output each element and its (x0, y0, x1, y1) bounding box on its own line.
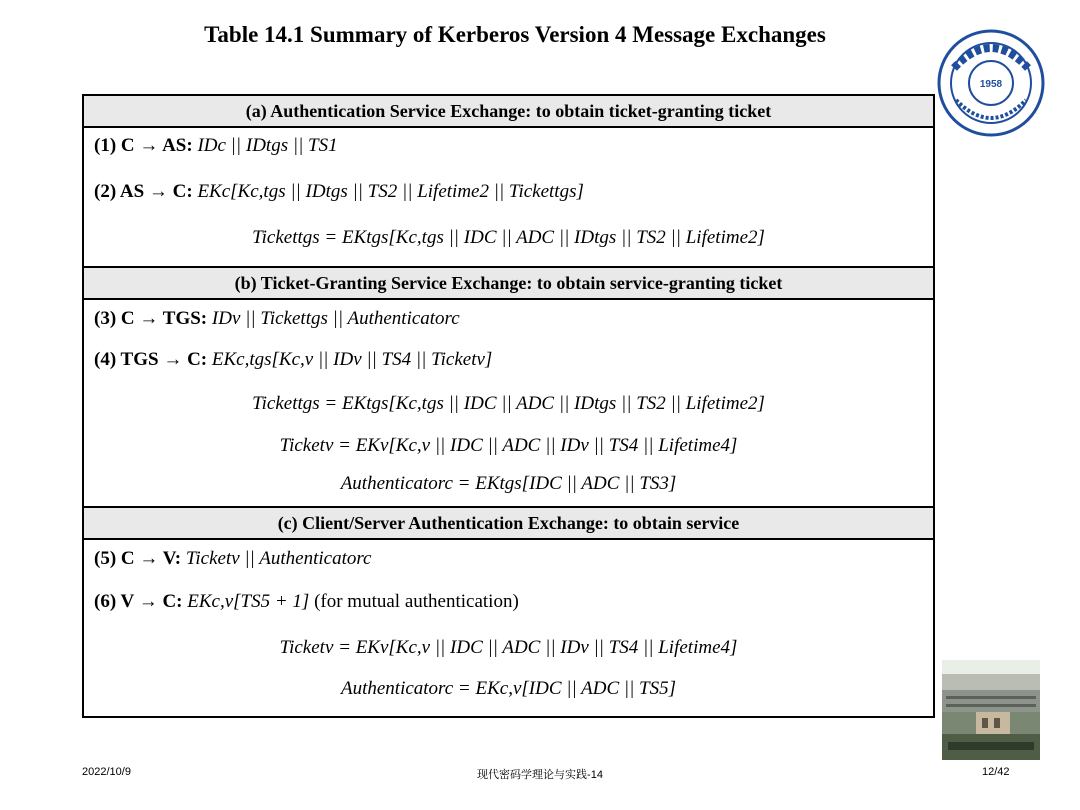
message-line (84, 172, 933, 218)
section-a-header: (a) Authentication Service Exchange: to obtain ticket-granting ticket (84, 96, 933, 128)
message-expression: Ticketv = EKv[Kc,v || IDC || ADC || IDv || TS4 || Lifetime4] (279, 435, 738, 456)
message-expression: Authenticatorc = EKc,v[IDC || ADC || TS5] (340, 678, 677, 699)
message-note: (for mutual authentication) (314, 591, 519, 612)
message-line (84, 582, 933, 628)
message-step: (6) V → C: (94, 591, 183, 612)
message-expression: IDc || IDtgs || TS1 (197, 135, 338, 156)
message-step: (3) C → TGS: (94, 308, 208, 329)
section-b-header: (b) Ticket-Granting Service Exchange: to obtain service-granting ticket (84, 268, 933, 300)
message-expression: Tickettgs = EKtgs[Kc,tgs || IDC || ADC || IDtgs || TS2 || Lifetime2] (252, 393, 765, 414)
footer-course-title: 现代密码学理论与实践-14 (477, 769, 603, 781)
message-line (84, 384, 933, 428)
campus-photo (942, 660, 1040, 760)
message-expression: Ticketv = EKv[Kc,v || IDC || ADC || IDv || TS4 || Lifetime4] (279, 637, 738, 658)
slide-title: Table 14.1 Summary of Kerberos Version 4 Message Exchanges (204, 22, 826, 47)
message-expression: IDv || Tickettgs || Authenticatorc (211, 308, 460, 329)
message-expression: Authenticatorc = EKtgs[IDC || ADC || TS3] (340, 473, 677, 494)
section-c-header: (c) Client/Server Authentication Exchange: to obtain service (84, 508, 933, 540)
section-a-body (84, 128, 933, 268)
section-b-body (84, 300, 933, 508)
kerberos-table (82, 94, 935, 718)
footer-page-number: 12/42 (982, 766, 1010, 778)
message-line (84, 468, 933, 504)
message-step: (2) AS → C: (94, 181, 193, 202)
message-line (84, 544, 933, 582)
message-line (84, 218, 933, 264)
message-expression: Tickettgs = EKtgs[Kc,tgs || IDC || ADC || IDtgs || TS2 || Lifetime2] (252, 227, 765, 248)
message-step: (5) C → V: (94, 548, 182, 569)
message-line (84, 340, 933, 384)
message-step: (1) C → AS: (94, 135, 193, 156)
message-expression: EKc[Kc,tgs || IDtgs || TS2 || Lifetime2 || Tickettgs] (197, 181, 584, 202)
message-expression: Ticketv || Authenticatorc (185, 548, 372, 569)
seal-year: 1958 (979, 79, 1003, 90)
message-line (84, 628, 933, 672)
message-line (84, 672, 933, 712)
message-line (84, 428, 933, 468)
message-expression: EKc,v[TS5 + 1] (187, 591, 310, 612)
section-c-body (84, 540, 933, 716)
university-seal-logo (936, 28, 1046, 138)
message-step: (4) TGS → C: (94, 349, 208, 370)
message-line (84, 304, 933, 340)
message-expression: EKc,tgs[Kc,v || IDv || TS4 || Ticketv] (211, 349, 493, 370)
footer-date: 2022/10/9 (82, 766, 131, 778)
message-line (84, 132, 933, 172)
